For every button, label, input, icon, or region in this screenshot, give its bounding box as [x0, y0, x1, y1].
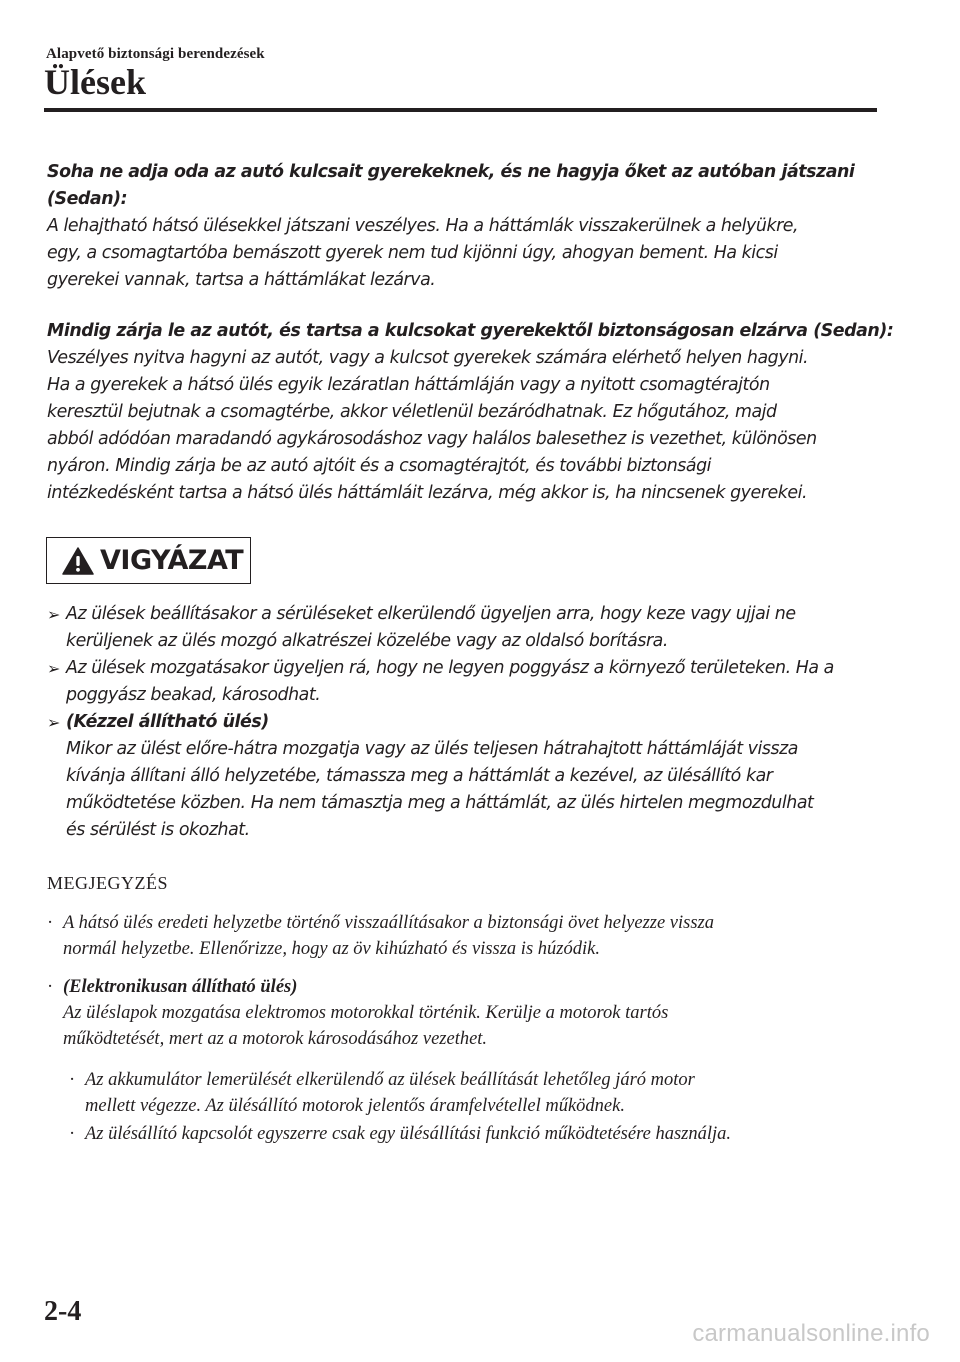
note-line: Az akkumulátor lemerülését elkerülendő az ülések beállítását lehetőleg járó motor: [85, 1070, 695, 1090]
section-label: Alapvető biztonsági berendezések: [46, 46, 265, 62]
paragraph-line: intézkedésként tartsa a hátsó ülés háttámláit lezárva, még akkor is, ha nincsenek gyerekei.: [47, 483, 808, 503]
item-line: Az ülések mozgatásakor ügyeljen rá, hogy ne legyen poggyász a környező területeken. Ha a: [66, 658, 834, 678]
paragraph-line: A lehajtható hátsó ülésekkel játszani veszélyes. Ha a háttámlák visszakerülnek a helyükre,: [47, 216, 799, 236]
warning-badge: [46, 537, 251, 584]
item-line: poggyász beakad, károsodhat.: [66, 685, 321, 705]
note-line: Az üléslapok mozgatása elektromos motorokkal történik. Kerülje a motorok tartós: [63, 1003, 669, 1023]
note-line: A hátsó ülés eredeti helyzetbe történő visszaállításakor a biztonsági övet helyezze vissza: [63, 913, 715, 933]
note-line: normál helyzetbe. Ellenőrizze, hogy az öv kihúzható és vissza is húzódik.: [63, 939, 600, 959]
paragraph-line: gyerekei vannak, tartsa a háttámlákat lezárva.: [47, 270, 436, 290]
note-subitem: [69, 1121, 889, 1147]
note-item: [47, 974, 887, 1052]
item-line: kívánja állítani álló helyzetébe, támassza meg a háttámlát a kezével, az ülésállító kar: [66, 766, 773, 786]
item-heading: (Kézzel állítható ülés): [66, 712, 269, 732]
paragraph-line: Ha a gyerekek a hátsó ülés egyik lezáratlan háttámláján vagy a nyitott csomagtérajtón: [47, 375, 770, 395]
note-heading-line: (Elektronikusan állítható ülés): [63, 977, 298, 997]
page-title: Ülések: [44, 62, 146, 102]
page-number: 2-4: [44, 1296, 82, 1327]
watermark: carmanualsonline.info: [692, 1320, 930, 1347]
dot-bullet-icon: ·: [69, 1124, 76, 1144]
warning-item: [47, 601, 887, 655]
note-subitem: [69, 1067, 889, 1119]
paragraph-heading: Soha ne adja oda az autó kulcsait gyerekeknek, és ne hagyja őket az autóban játszani: [47, 162, 855, 182]
dot-bullet-icon: ·: [47, 977, 54, 997]
warning-label: VIGYÁZAT: [100, 545, 244, 576]
note-line: mellett végezze. Az ülésállító motorok jelentős áramfelvétellel működnek.: [85, 1096, 625, 1116]
paragraph-heading: (Sedan):: [47, 189, 128, 209]
item-line: Az ülések beállításakor a sérüléseket elkerülendő ügyeljen arra, hogy keze vagy ujjai ne: [66, 604, 796, 624]
dot-bullet-icon: ·: [47, 913, 54, 933]
note-item: [47, 910, 887, 962]
warning-item: [47, 655, 887, 709]
danger-paragraph-lock: [47, 318, 894, 507]
warning-triangle-icon: [62, 547, 94, 575]
paragraph-line: egy, a csomagtartóba bemászott gyerek nem tud kijönni úgy, ahogyan bement. Ha kicsi: [47, 243, 778, 263]
header-divider: [44, 108, 877, 112]
note-line: működtetését, mert az a motorok károsodásához vezethet.: [63, 1029, 488, 1049]
arrow-bullet-icon: ➢: [47, 659, 60, 678]
item-line: és sérülést is okozhat.: [66, 820, 250, 840]
warning-item: [47, 709, 887, 844]
paragraph-line: Veszélyes nyitva hagyni az autót, vagy a kulcsot gyerekek számára elérhető helyen hagyni.: [47, 348, 809, 368]
danger-paragraph-keys: [47, 159, 882, 294]
arrow-bullet-icon: ➢: [47, 605, 60, 624]
item-line: Mikor az ülést előre-hátra mozgatja vagy az ülés teljesen hátrahajtott háttámláját vissza: [66, 739, 798, 759]
note-heading: MEGJEGYZÉS: [47, 873, 168, 893]
item-line: működtetése közben. Ha nem támasztja meg a háttámlát, az ülés hirtelen megmozdulhat: [66, 793, 814, 813]
paragraph-line: nyáron. Mindig zárja be az autó ajtóit és a csomagtérajtót, és további biztonsági: [47, 456, 712, 476]
arrow-bullet-icon: ➢: [47, 713, 60, 732]
note-line: Az ülésállító kapcsolót egyszerre csak egy ülésállítási funkció működtetésére használja.: [85, 1124, 732, 1144]
paragraph-line: abból adódóan maradandó agykárosodáshoz vagy halálos balesethez is vezethet, különösen: [47, 429, 817, 449]
paragraph-line: keresztül bejutnak a csomagtérbe, akkor véletlenül bezáródhatnak. Ez hőgutához, majd: [47, 402, 777, 422]
paragraph-heading: Mindig zárja le az autót, és tartsa a kulcsokat gyerekektől biztonságosan elzárva (Sedan):: [47, 321, 894, 341]
dot-bullet-icon: ·: [69, 1070, 76, 1090]
item-line: kerüljenek az ülés mozgó alkatrészei közelébe vagy az oldalsó borításra.: [66, 631, 668, 651]
